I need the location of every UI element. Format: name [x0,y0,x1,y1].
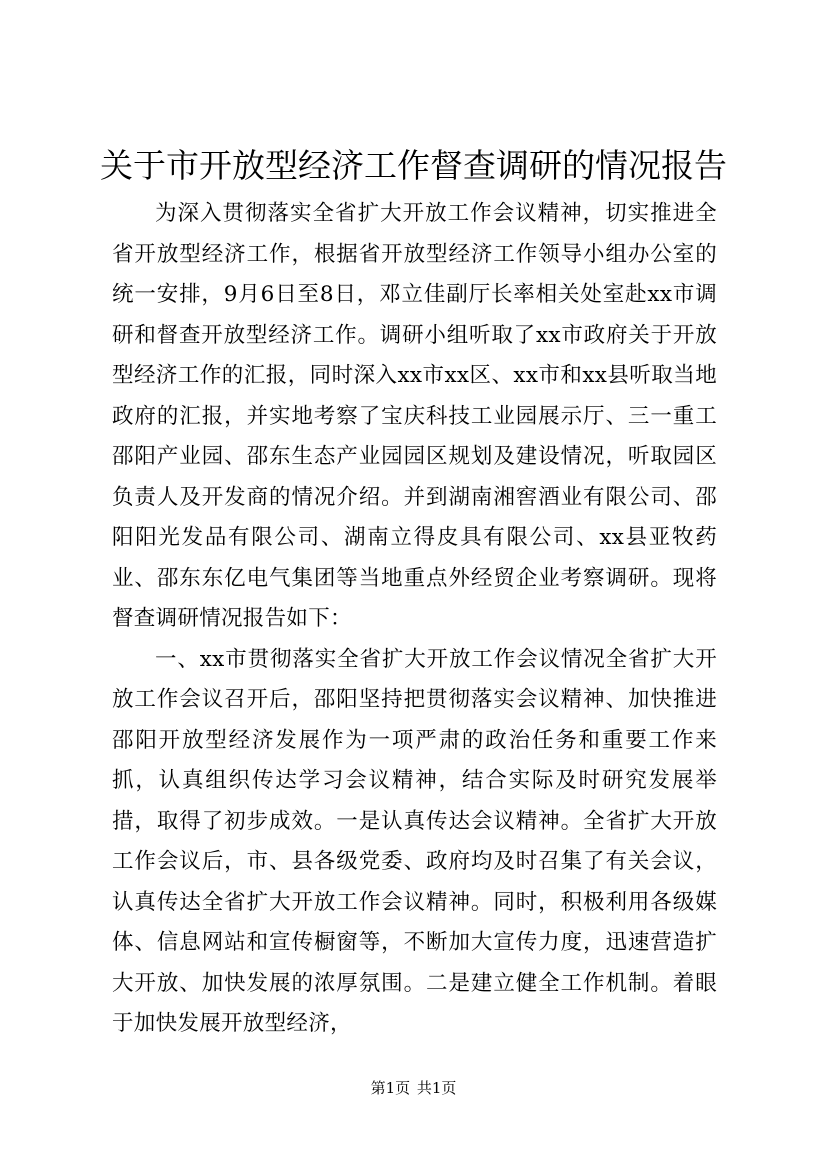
body-paragraph-1: 为深入贯彻落实全省扩大开放工作会议精神，切实推进全省开放型经济工作，根据省开放型经济工作领导小组办公室的统一安排，9月6日至8日，邓立佳副厅长率相关处室赴xx市调研和督查开放型经济工作。调研小组听取了xx市政府关于开放型经济工作的汇报，同时深入xx市xx区、xx市和xx县听取当地政府的汇报，并实地考察了宝庆科技工业园展示厅、三一重工邵阳产业园、邵东生态产业园园区规划及建设情况，听取园区负责人及开发商的情况介绍。并到湖南湘窖酒业有限公司、邵阳阳光发品有限公司、湖南立得皮具有限公司、xx县亚牧药业、邵东东亿电气集团等当地重点外经贸企业考察调研。现将督查调研情况报告如下： [112,201,717,631]
page-footer [0,1077,827,1099]
page-total: 共1页 [416,1079,457,1097]
document-title: 关于市开放型经济工作督查调研的情况报告 [100,146,727,185]
document-body [112,194,717,1045]
page-number: 第1页 [370,1079,411,1097]
body-paragraph-2: 一、xx市贯彻落实全省扩大开放工作会议情况全省扩大开放工作会议召开后，邵阳坚持把贯彻落实会议精神、加快推进邵阳开放型经济发展作为一项严肃的政治任务和重要工作来抓，认真组织传达学习会议精神，结合实际及时研究发展举措，取得了初步成效。一是认真传达会议精神。全省扩大开放工作会议后，市、县各级党委、政府均及时召集了有关会议，认真传达全省扩大开放工作会议精神。同时，积极利用各级媒体、信息网站和宣传橱窗等，不断加大宣传力度，迅速营造扩大开放、加快发展的浓厚氛围。二是建立健全工作机制。着眼于加快发展开放型经济， [112,646,717,1036]
